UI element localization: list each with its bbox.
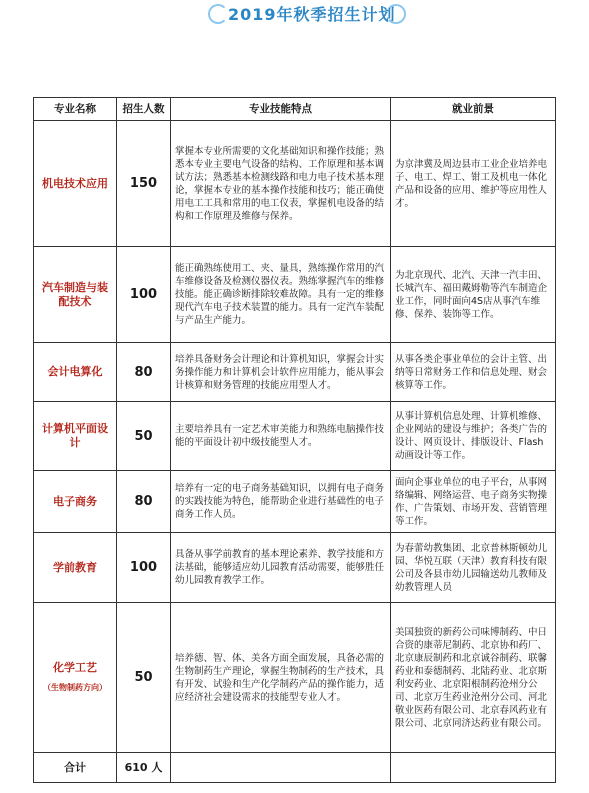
enroll-count: 50: [117, 603, 171, 753]
career-cell: 美国独资的新药公司味博制药、中日合资的康蒂尼制药、北京协和药厂、北京康辰制药和北京诚谷制药、联馨药业和泰德制药、北陆药业、北京斯利安药业、北京阳根制药沧州分公司、北京万生药业沧州分公司、河北敬业医药有限公司、北京春风药业有限公司、北京同济达药业有限公司。: [391, 603, 556, 753]
table-row: [34, 402, 556, 471]
major-direction: （生物制药方向）: [43, 682, 107, 692]
career-cell: 为北京现代、北汽、天津一汽丰田、长城汽车、福田戴姆勒等汽车制造企业工作，同时面向4S店从事汽车维修、保养、装饰等工作。: [391, 247, 556, 343]
table-row: [34, 343, 556, 402]
major-name: 机电技术应用: [34, 121, 117, 247]
skills-cell: 具备从事学前教育的基本理论素养、教学技能和方法基础，能够适应幼儿园教育活动需要，能够胜任幼儿园教育教学工作。: [171, 533, 391, 603]
enroll-count: 50: [117, 402, 171, 471]
table-row: [34, 121, 556, 247]
total-count: 610 人: [117, 753, 171, 783]
table-row: [34, 533, 556, 603]
major-name: [34, 603, 117, 753]
table-header-row: [34, 98, 556, 121]
major-name: 学前教育: [34, 533, 117, 603]
skills-cell: 培养具备财务会计理论和计算机知识，掌握会计实务操作能力和计算机会计软件应用能力，能从事会计核算和财务管理的技能应用型人才。: [171, 343, 391, 402]
table-row: [34, 471, 556, 533]
enroll-count: 100: [117, 533, 171, 603]
decoration-swirl-icon: [386, 4, 406, 24]
major-name: 电子商务: [34, 471, 117, 533]
enrollment-table: [33, 97, 556, 783]
total-row: [34, 753, 556, 783]
career-cell: 从事计算机信息处理、计算机维修、企业网站的建设与维护；各类广告的设计、网页设计、排版设计、Flash动画设计等工作。: [391, 402, 556, 471]
header-major: 专业名称: [34, 98, 117, 121]
skills-cell: 培养有一定的电子商务基础知识，以拥有电子商务的实践技能为特色，能帮助企业进行基础性的电子商务工作人员。: [171, 471, 391, 533]
major-name: 计算机平面设计: [34, 402, 117, 471]
page-title: 2019年秋季招生计划: [228, 5, 396, 24]
major-name: 会计电算化: [34, 343, 117, 402]
skills-cell: 能正确熟练使用工、夹、量具，熟练操作常用的汽车维修设备及检测仪器仪表。熟练掌握汽车的维修技能。能正确诊断排除较难故障。具有一定的维修现代汽车电子技术装置的能力。具有一定汽车装配与产品生产能力。: [171, 247, 391, 343]
skills-cell: 培养德、智、体、美各方面全面发展，具备必需的生物制药生产理论，掌握生物制药的生产技术，具有开发、试验和生产化学制药产品的操作能力，适应经济社会建设需求的技能型专业人才。: [171, 603, 391, 753]
enroll-count: 150: [117, 121, 171, 247]
enroll-count: 80: [117, 471, 171, 533]
career-cell: 从事各类企事业单位的会计主管、出纳等日常财务工作和信息处理、财会核算等工作。: [391, 343, 556, 402]
skills-cell: 掌握本专业所需要的文化基础知识和操作技能；熟悉本专业主要电气设备的结构、工作原理和基本调试方法；熟悉基本检测线路和电力电子技术基本理论，掌握本专业的基本操作技能和技巧；能正确使用电工工具和常用的电工仪表，掌握机电设备的结构和工作原理及维修与保养。: [171, 121, 391, 247]
enroll-count: 80: [117, 343, 171, 402]
career-cell: 为京津冀及周边县市工业企业培养电子、电工、焊工、钳工及机电一体化产品和设备的应用、维护等应用性人才。: [391, 121, 556, 247]
empty-cell: [391, 753, 556, 783]
header-career: 就业前景: [391, 98, 556, 121]
header-skills: 专业技能特点: [171, 98, 391, 121]
major-name: 汽车制造与装配技术: [34, 247, 117, 343]
decoration-swirl-icon: [208, 4, 228, 24]
enroll-count: 100: [117, 247, 171, 343]
title-banner: [210, 0, 400, 26]
table-row: [34, 603, 556, 753]
career-cell: 为春蕾幼教集团、北京普林斯顿幼儿园、华悦互联（天津）教育科技有限公司及各县市幼儿园输送幼儿教师及幼教管理人员: [391, 533, 556, 603]
major-name-text: 化学工艺: [53, 660, 97, 674]
career-cell: 面向企事业单位的电子平台，从事网络编辑、网络运营、电子商务实物操作、广告策划、市场开发、营销管理等工作。: [391, 471, 556, 533]
total-label: 合计: [34, 753, 117, 783]
empty-cell: [171, 753, 391, 783]
skills-cell: 主要培养具有一定艺术审美能力和熟练电脑操作技能的平面设计初中级技能型人才。: [171, 402, 391, 471]
header-count: 招生人数: [117, 98, 171, 121]
table-row: [34, 247, 556, 343]
